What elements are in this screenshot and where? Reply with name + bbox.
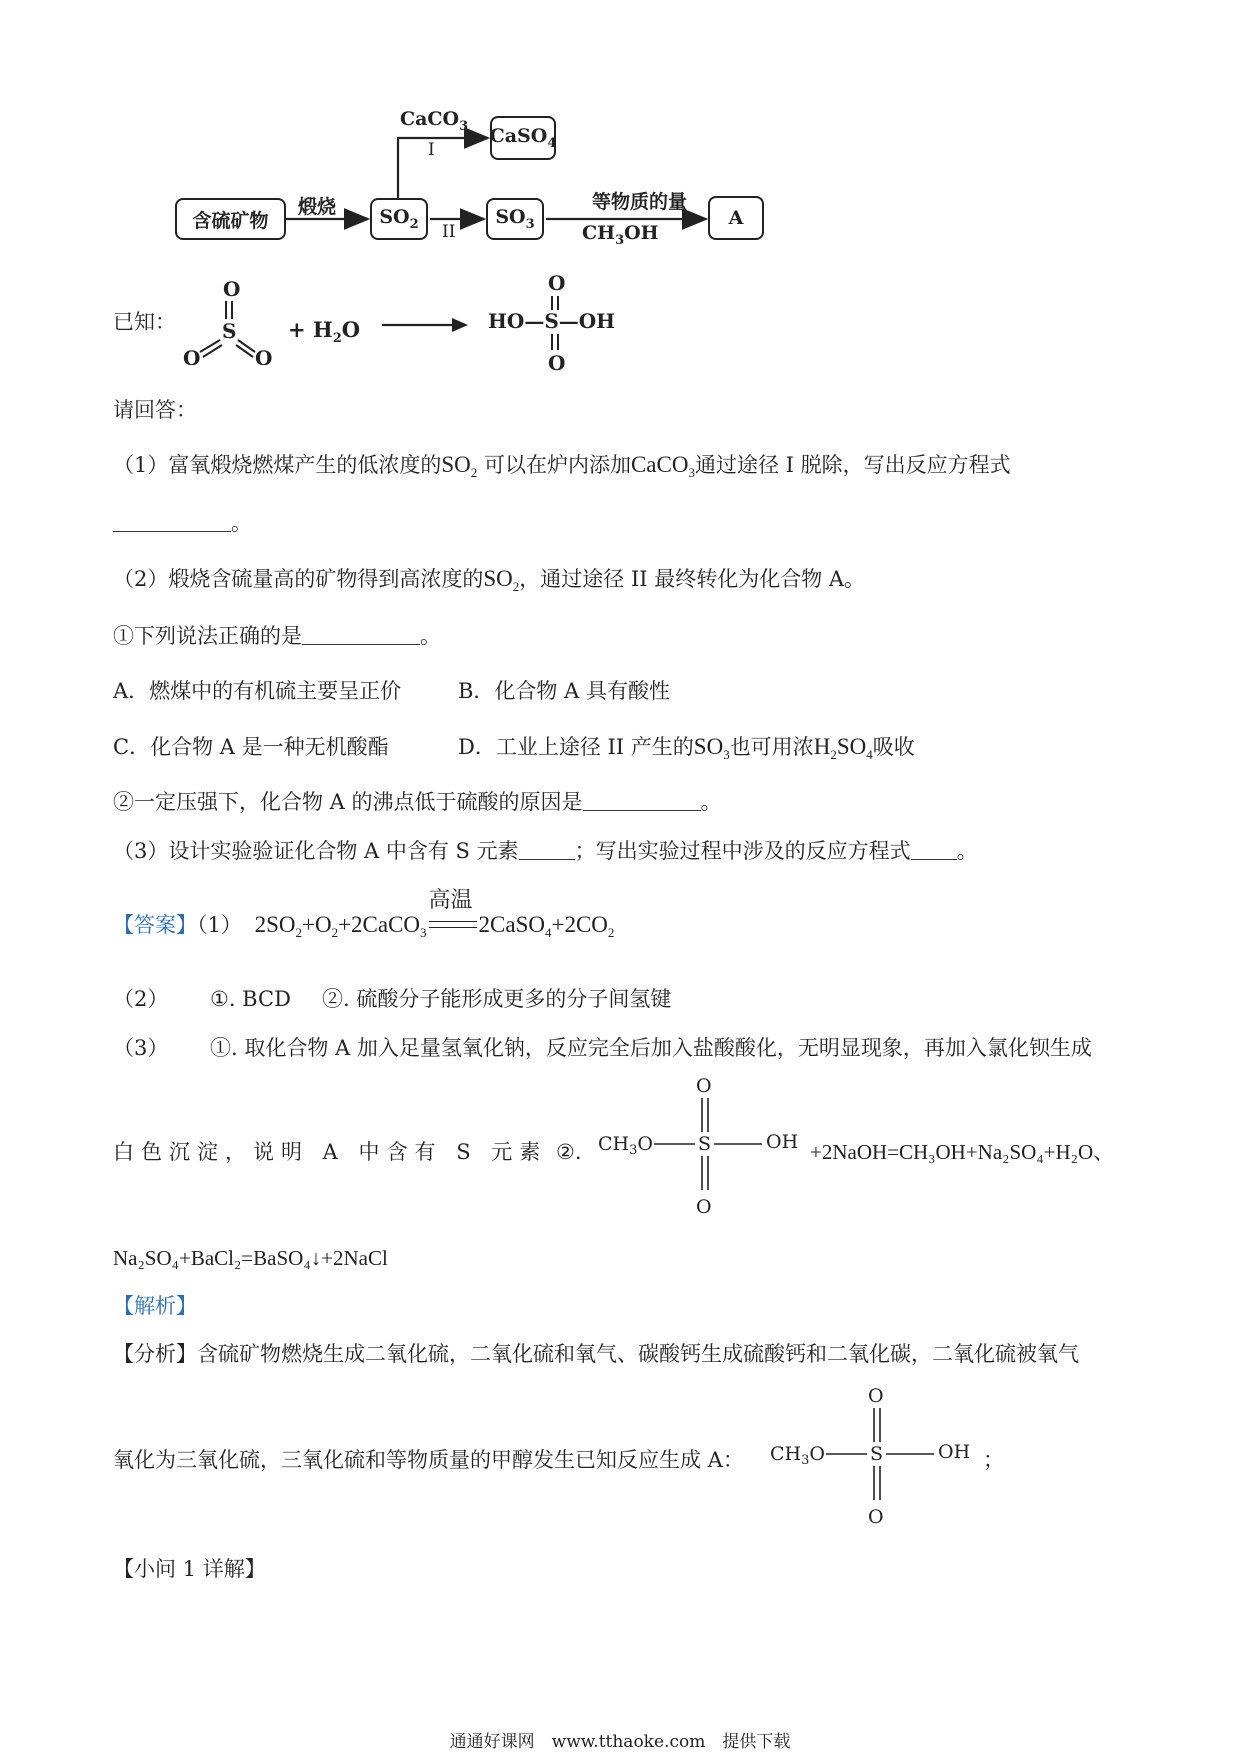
so2-label: $SO_2$ [379,206,419,232]
analysis-tag: 【解析】 [113,1294,197,1318]
option-b: B．化合物 A 具有酸性 [458,679,670,703]
svg-text:CH3O: $CH_3O$ [598,1133,653,1158]
option-a: A．燃煤中的有机硫主要呈正价 [113,679,402,703]
svg-text:CH3O: $CH_3O$ [770,1443,825,1468]
analysis-text-2: 氧化为三氧化硫，三氧化硫和等物质量的甲醇发生已知反应生成 A： [113,1448,744,1472]
svg-text:O: O [696,1196,712,1218]
question-2-1: ①下列说法正确的是 。 [113,624,441,648]
arrow-route1 [398,138,488,198]
question-3: （3）设计实验验证化合物 A 中含有 S 元素 ；写出实验过程中涉及的反应方程式 。 [113,839,978,863]
so3-label: $SO_3$ [495,206,535,232]
sulfuric-acid-formula: HO—S—OH [488,309,616,333]
product-a-label: A [728,207,744,229]
svg-text:S: S [222,319,237,343]
route1-label: I [428,140,435,160]
answer-blank-3-2[interactable] [911,837,957,860]
answer-3-part1-cont: 白色沉淀，说明 A 中含有 S 元素 [113,1140,548,1164]
svg-text:O: O [868,1385,884,1407]
option-c: C．化合物 A 是一种无机酸酯 [113,735,389,759]
mineral-label: 含硫矿物 [192,209,269,232]
answer-1: 【答案】（1） $2SO_2+O_2+2CaCO_3$ 高温 $2CaSO_4+2CO_2$ [113,888,615,940]
svg-text:O: O [868,1506,884,1528]
methyl-sulfate-structure-1 [596,1068,810,1218]
known-arrow [380,310,470,340]
answer-blank-3-1[interactable] [519,837,575,860]
high-temp-equals: 高温 [427,910,479,940]
known-label: 已知： [113,310,176,334]
prompt: 请回答： [113,398,197,422]
option-d: D．工业上途径 II 产生的$SO_3$也可用浓$H_2SO_4$吸收 [458,734,915,762]
answer-tag: 【答案】 [113,913,197,937]
answer-3-equation-2: Na₂SO₄+BaCl₂=BaSO₄↓+2NaCl [113,1246,388,1270]
caso4-box [490,116,556,160]
analysis-text-1: 【分析】含硫矿物燃烧生成二氧化硫，二氧化硫和氧气、碳酸钙生成硫酸钙和二氧化碳，二氧化硫被氧气 [113,1342,1079,1366]
analysis-end: ； [983,1448,1004,1472]
answer-blank-2-2[interactable] [583,788,701,811]
question-2: （2）煅烧含硫量高的矿物得到高浓度的$SO_2$，通过途径 II 最终转化为化合物 A。 [113,566,866,594]
so2-box [370,198,428,240]
svg-text:O: O [223,277,241,301]
calcine-label: 煅烧 [298,196,337,218]
answer-blank-1[interactable] [113,509,231,532]
caco3-label: CaCO$_3$ [400,108,469,134]
question-1-answer-line: 。 [113,508,252,538]
answer-blank-2-1[interactable] [302,622,420,645]
svg-text:O: O [183,346,201,365]
footer-watermark: 通通好课网 www.tthaoke.com 提供下载 [449,1732,791,1752]
svg-text:O: O [548,271,566,295]
answer-3-part1: ①. 取化合物 A 加入足量氢氧化钠，反应完全后加入盐酸酸化，无明显现象，再加入氯化钡生成 [210,1036,1092,1060]
answer-3-number: （3） [113,1036,169,1060]
answer-3-part2-num: ②. [556,1140,582,1164]
svg-text:S: S [698,1133,712,1155]
product-a-box [708,196,764,240]
detail-heading: 【小问 1 详解】 [113,1557,266,1581]
known-water: + $H_2O$ [288,317,361,346]
svg-text:O: O [548,351,566,375]
methanol-label: $CH_3OH$ [582,222,659,248]
equal-amount-label: 等物质的量 [592,191,688,213]
svg-text:O: O [696,1075,712,1097]
sulfuric-acid-structure [480,268,650,376]
answer-2-part2: ②. 硫酸分子能形成更多的分子间氢键 [322,987,672,1011]
methyl-sulfate-structure-2 [768,1378,982,1528]
svg-text:S: S [870,1443,884,1465]
svg-text:OH: OH [938,1441,971,1463]
caso4-label: CaSO$_4$ [489,125,557,151]
answer-2-number: （2） [113,987,169,1011]
mineral-box [175,198,286,240]
svg-text:OH: OH [766,1131,799,1153]
question-1: （1）富氧煅烧燃煤产生的低浓度的$SO_2$ 可以在炉内添加CaCO$_3$通过途径 I 脱除，写出反应方程式 [113,452,1011,480]
so3-structure [175,270,285,365]
svg-text:O: O [255,346,273,365]
answer-3-equation-1: +2NaOH=CH₃OH+Na₂SO₄+H₂O、 [810,1140,1115,1164]
question-2-2: ②一定压强下，化合物 A 的沸点低于硫酸的原因是 。 [113,790,722,814]
answer-2-part1: ①. BCD [210,987,291,1011]
so3-box [486,198,544,240]
route2-label: II [442,222,456,242]
